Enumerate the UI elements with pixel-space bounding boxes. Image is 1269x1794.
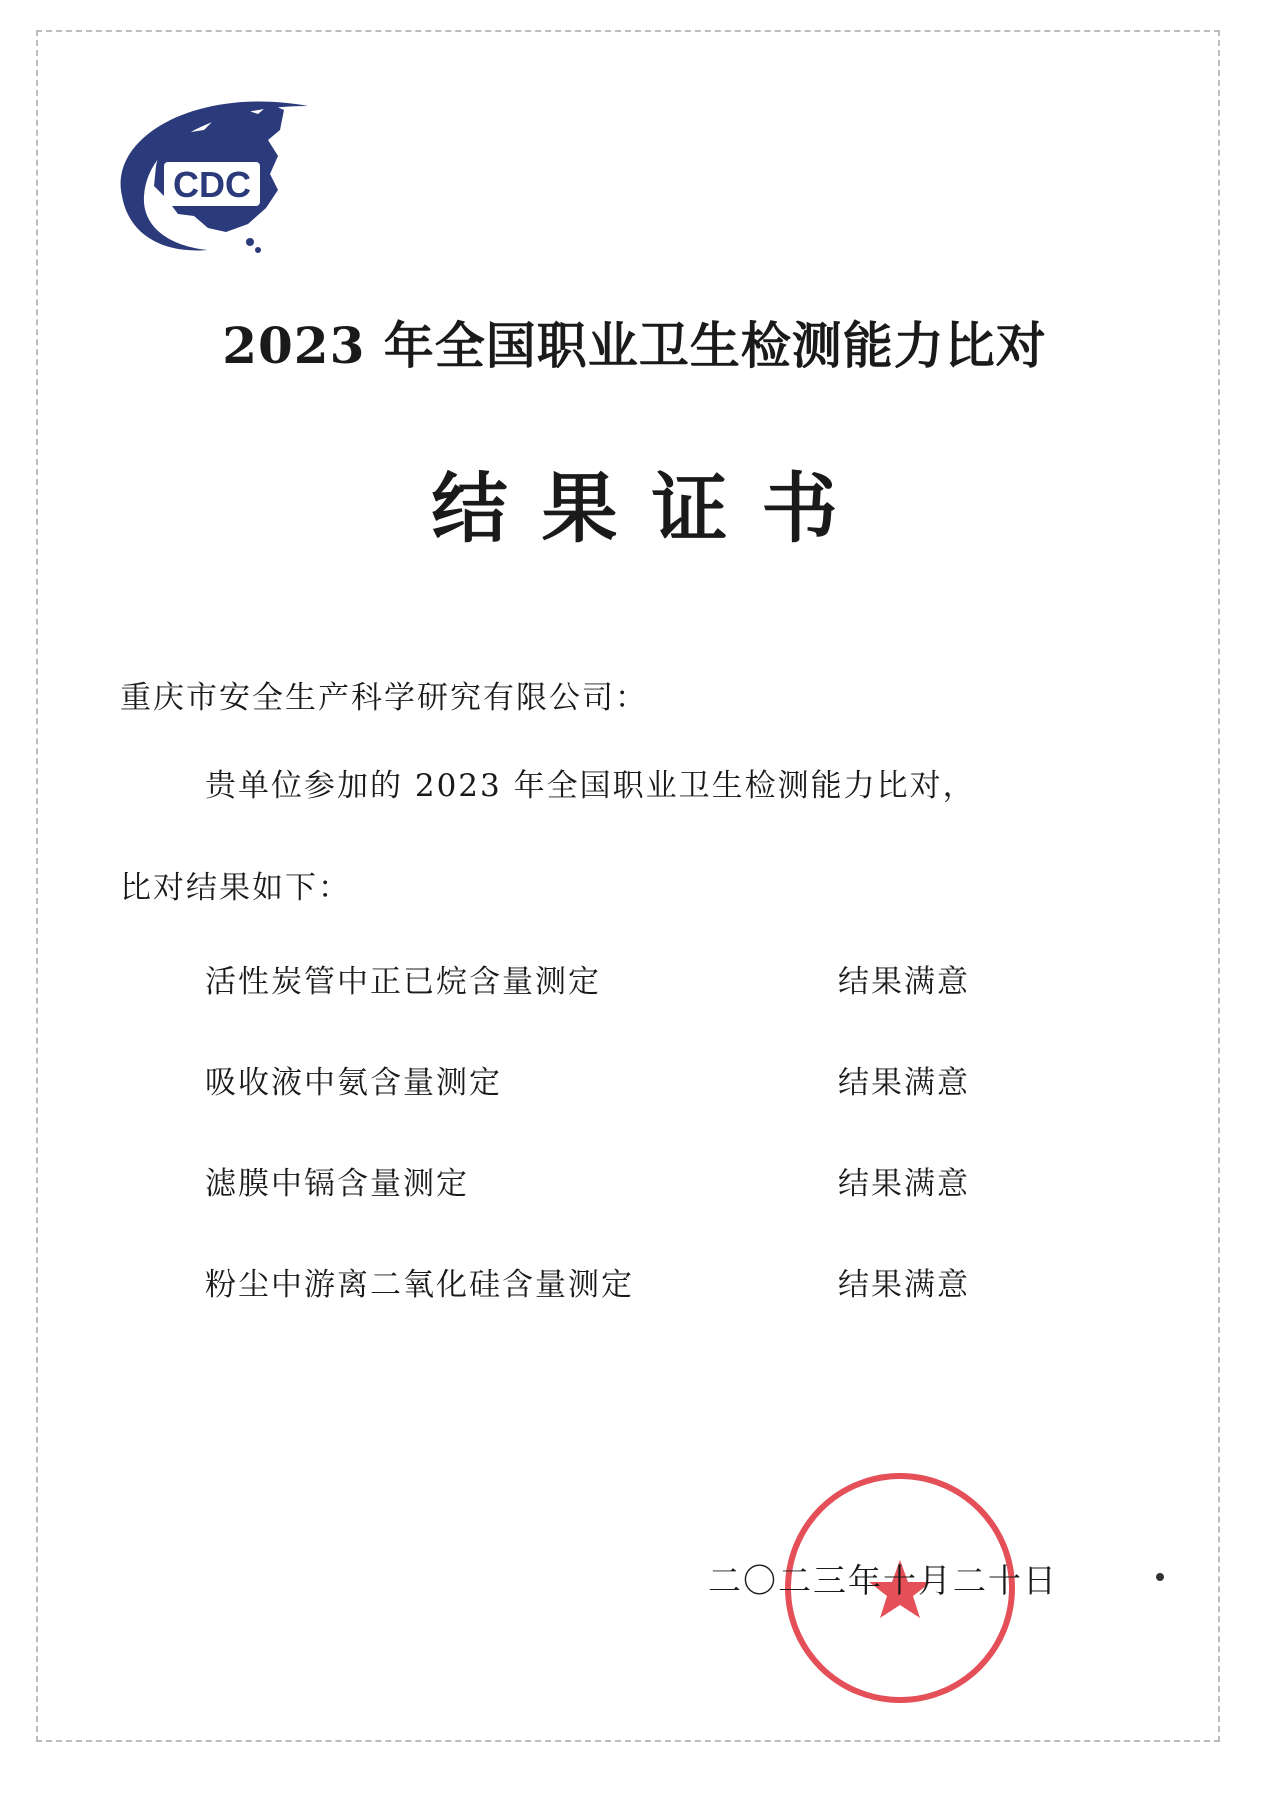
result-row	[205, 1057, 1105, 1158]
result-value: 结果满意	[838, 1065, 970, 1101]
result-item-name: 粉尘中游离二氧化硅含量测定	[205, 1267, 634, 1303]
result-item-name: 吸收液中氨含量测定	[205, 1065, 502, 1101]
results-list	[205, 956, 1105, 1360]
logo-text: CDC	[173, 164, 251, 205]
result-value: 结果满意	[838, 1166, 970, 1202]
certificate-title: 2023 年全国职业卫生检测能力比对	[222, 316, 1047, 375]
body-paragraph-line-1: 贵单位参加的 2023 年全国职业卫生检测能力比对，	[205, 768, 976, 804]
result-value: 结果满意	[838, 964, 970, 1000]
issue-date: 二〇二三年十月二十日	[708, 1561, 1058, 1600]
result-item-name: 活性炭管中正已烷含量测定	[205, 964, 601, 1000]
body-paragraph-line-2: 比对结果如下：	[120, 870, 351, 906]
ink-dot	[1156, 1573, 1164, 1581]
result-row	[205, 1259, 1105, 1360]
cdc-logo-icon	[108, 86, 318, 266]
certificate-subtitle: 结果证书	[431, 464, 872, 553]
result-row	[205, 956, 1105, 1057]
result-item-name: 滤膜中镉含量测定	[205, 1166, 469, 1202]
result-row	[205, 1158, 1105, 1259]
result-value: 结果满意	[838, 1267, 970, 1303]
recipient-name: 重庆市安全生产科学研究有限公司：	[120, 680, 648, 716]
